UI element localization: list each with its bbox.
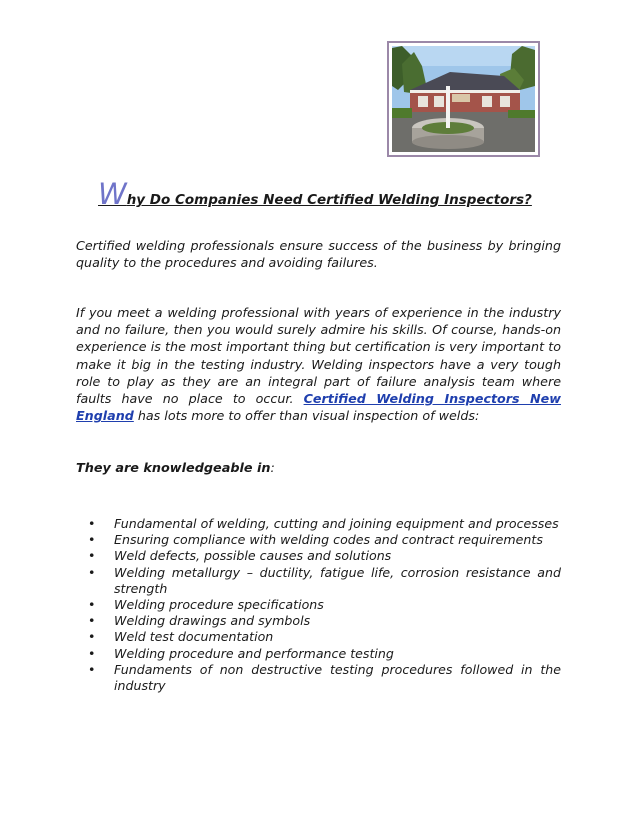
- list-item: • Welding metallurgy – ductility, fatigue life, corrosion resistance and strength: [88, 565, 561, 597]
- certified-inspectors-link[interactable]: Certified Welding Inspectors New England: [76, 391, 561, 424]
- title-text: hy Do Companies Need Certified Welding Inspectors?: [126, 192, 532, 208]
- building-photo-image: [392, 46, 535, 152]
- section-heading-colon: :: [270, 461, 275, 476]
- building-photo: [387, 41, 540, 157]
- list-item: • Welding drawings and symbols: [88, 613, 561, 629]
- list-item: • Fundaments of non destructive testing procedures followed in the industry: [88, 662, 561, 694]
- knowledge-list: [88, 516, 561, 694]
- section-heading-text: They are knowledgeable in: [76, 461, 271, 476]
- list-item: • Welding procedure specifications: [88, 597, 561, 613]
- intro-paragraph: Certified welding professionals ensure success of the business by bringing quality to the procedures and avoiding failures.: [76, 238, 561, 271]
- list-item: • Welding procedure and performance testing: [88, 646, 561, 662]
- list-item: • Ensuring compliance with welding codes and contract requirements: [88, 532, 561, 548]
- body-paragraph: [76, 304, 561, 424]
- body-text-end: has lots more to offer than visual inspection of welds:: [133, 408, 480, 424]
- list-item: • Weld test documentation: [88, 629, 561, 645]
- page-title: [98, 177, 532, 211]
- title-drop-cap: W: [98, 177, 127, 211]
- section-heading: [76, 461, 275, 476]
- list-item: • Fundamental of welding, cutting and joining equipment and processes: [88, 516, 561, 532]
- body-text-start: If you meet a welding professional with years of experience in the industry and no failure, then you would surely admire his skills. Of course, hands-on experience is the most important thing but certification is very important to make it big in the testing industry. Welding inspectors have a very tough role to play as they are an integral part of failure analysis team where faults have no place to occur.: [76, 305, 561, 407]
- list-item: • Weld defects, possible causes and solutions: [88, 548, 561, 564]
